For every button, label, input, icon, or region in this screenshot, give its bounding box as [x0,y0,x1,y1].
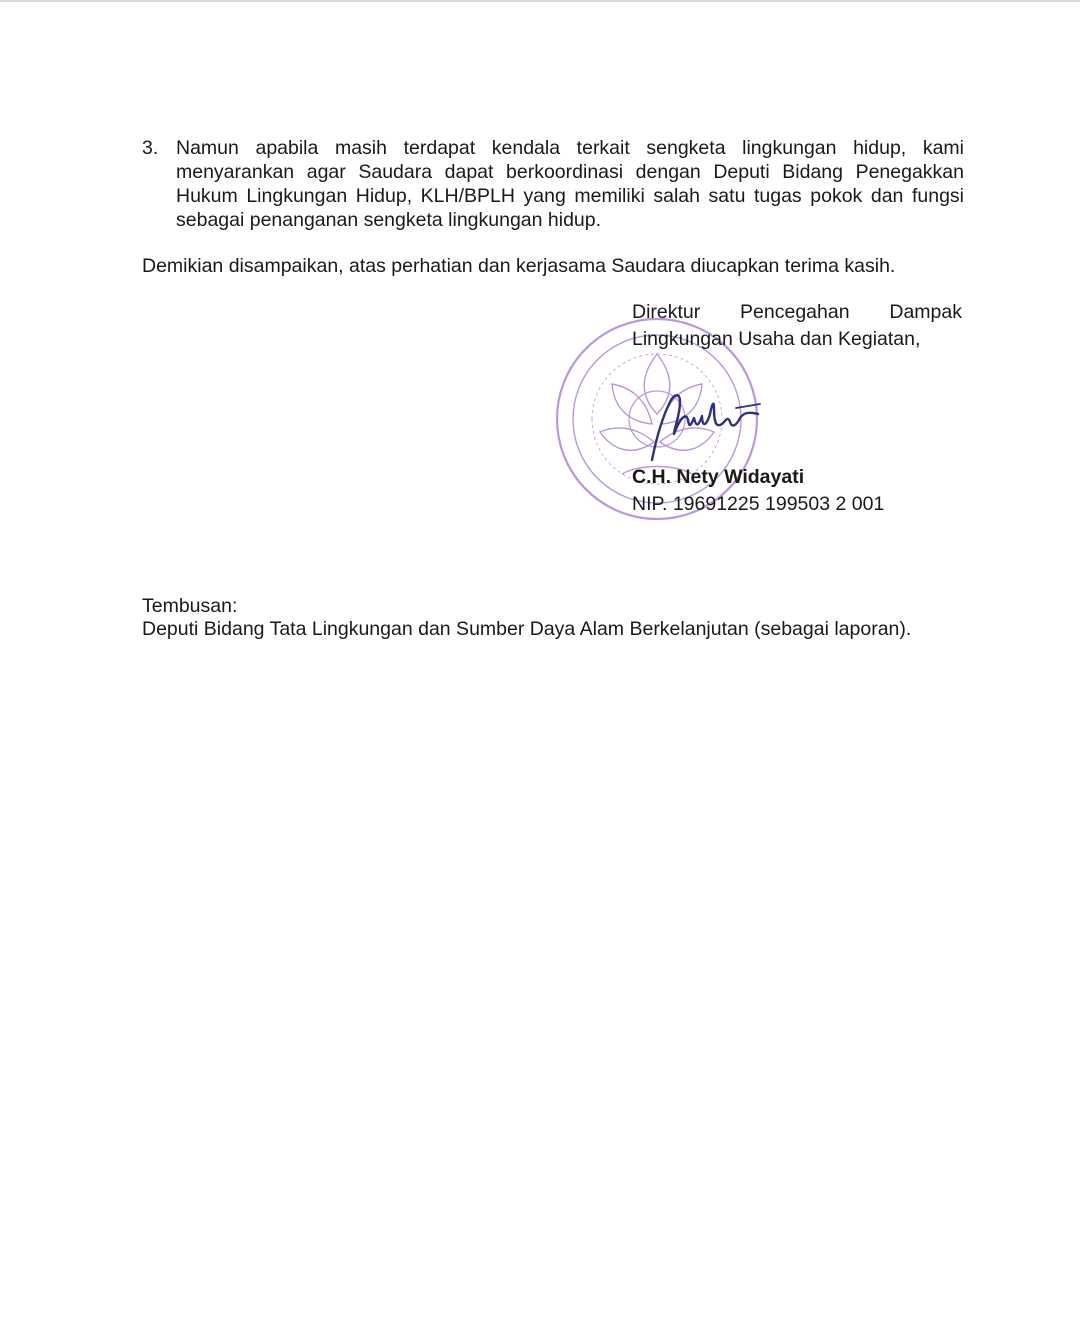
signature-title-line-2: Lingkungan Usaha dan Kegiatan, [632,328,921,350]
closing-sentence: Demikian disampaikan, atas perhatian dan kerjasama Saudara diucapkan terima kasih. [142,255,896,277]
page-top-edge [0,0,1080,2]
copy-label: Tembusan: [142,595,238,617]
signature-title-word: Pencegahan [740,301,850,323]
numbered-item-3 [142,136,964,232]
signer-nip: NIP. 19691225 199503 2 001 [632,493,885,515]
signature-title-word: Dampak [889,301,962,323]
handwritten-signature [640,382,780,462]
signature-title-line-1 [632,299,962,326]
item-number: 3. [142,137,159,159]
signer-name: C.H. Nety Widayati [632,466,805,488]
item-text: Namun apabila masih terdapat kendala terkait sengketa lingkungan hidup, kami menyarankan agar Saudara dapat berkoordinasi dengan Deputi Bidang Penegakkan Hukum Lingkungan Hidup, KLH/BPLH yang memiliki salah satu tugas pokok dan fungsi sebagai penanganan sengketa lingkungan hidup. [176,137,964,231]
copy-recipient: Deputi Bidang Tata Lingkungan dan Sumber Daya Alam Berkelanjutan (sebagai laporan). [142,618,912,640]
signature-title-word: Direktur [632,301,701,323]
signature-title [632,299,962,353]
